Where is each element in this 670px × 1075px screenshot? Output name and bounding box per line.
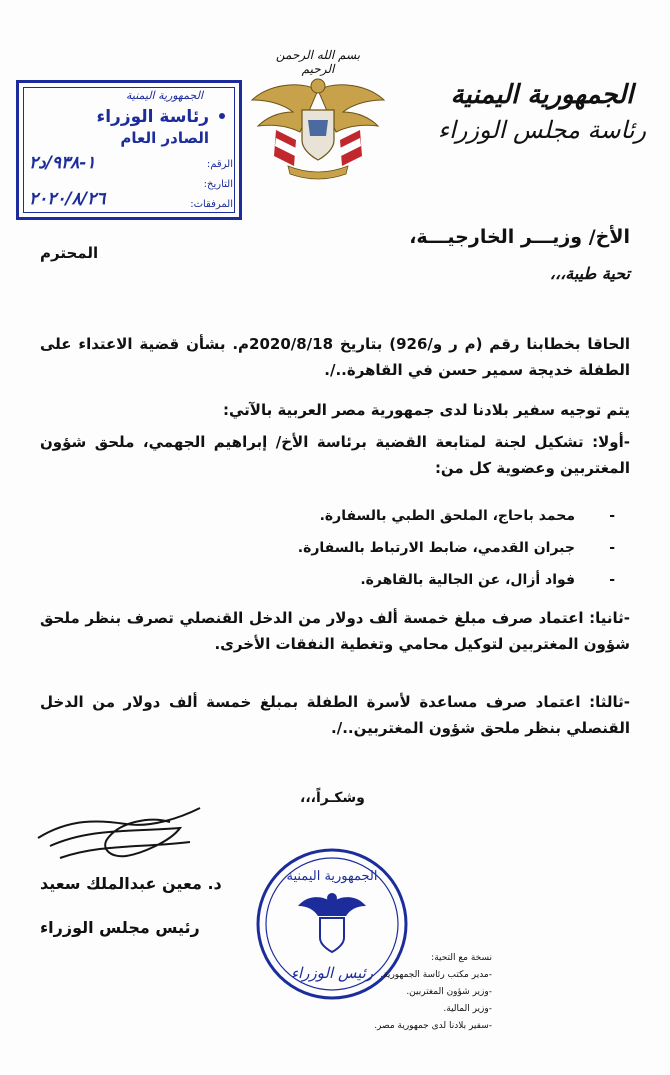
member-text: فواد أزال، عن الجالية بالقاهرة. xyxy=(360,572,575,588)
paragraph-second: -ثانيا: اعتماد صرف مبلغ خمسة ألف دولار من الدخل القنصلي تصرف بنظر ملحق شؤون المغتربين لتوكيل محامي وتغطية النفقات الأخرى. xyxy=(40,609,630,653)
stamp-dot xyxy=(219,113,225,119)
copy-item: -وزير شؤون المغتربين. xyxy=(406,987,492,998)
date-label: التاريخ: xyxy=(203,179,233,190)
member-item: -محمد باحاج، الملحق الطبي بالسفارة. xyxy=(319,508,615,524)
letterhead xyxy=(432,80,652,144)
stamp-republic: الجمهورية اليمنية xyxy=(125,89,203,102)
paragraph-directive: يتم توجيه سفير بلادنا لدى جمهورية مصر العربية بالآتي: xyxy=(223,401,630,419)
svg-text:الجمهورية اليمنية: الجمهورية اليمنية xyxy=(286,869,378,884)
signer-title: رئيس مجلس الوزراء xyxy=(40,918,200,937)
member-text: محمد باحاج، الملحق الطبي بالسفارة. xyxy=(319,508,575,524)
stamp-office: الصادر العام xyxy=(120,129,209,147)
presidency-title: رئاسة مجلس الوزراء xyxy=(437,116,647,144)
eagle-emblem-icon xyxy=(248,70,388,180)
copy-item: -وزير المالية. xyxy=(443,1004,492,1015)
respect-title: المحترم xyxy=(40,244,99,262)
copies-list xyxy=(374,950,492,1035)
member-text: جبران القدمي، ضابط الارتباط بالسفارة. xyxy=(297,540,575,556)
number-value: ١-٩٣٨/د٢ xyxy=(29,153,96,173)
attachments-label: المرفقات: xyxy=(190,199,233,210)
greeting: تحية طيبة،،، xyxy=(549,264,630,283)
copy-item: -سفير بلادنا لدى جمهورية مصر. xyxy=(374,1021,492,1032)
number-label: الرقم: xyxy=(206,159,233,170)
basmala: بسم الله الرحمن الرحيم xyxy=(275,48,361,76)
svg-text:رئيس الوزراء: رئيس الوزراء xyxy=(290,964,374,982)
thanks: وشكـراً،،، xyxy=(300,790,365,806)
member-item: -فواد أزال، عن الجالية بالقاهرة. xyxy=(360,572,615,588)
paragraph-reference: الحاقا بخطابنا رقم (م ر و/926) بتاريخ 2020/8/18م. بشأن قضية الاعتداء على الطفلة خديجة سمير حسن في القاهرة../. xyxy=(40,335,631,379)
copy-item: -مدير مكتب رئاسة الجمهورية. xyxy=(380,970,492,981)
signer-name: د. معين عبدالملك سعيد xyxy=(40,874,222,893)
paragraph-first: -أولا: تشكيل لجنة لمتابعة القضية برئاسة الأخ/ إبراهيم الجهمي، ملحق شؤون المغتربين وعضوية كل من: xyxy=(40,433,630,477)
member-item: -جبران القدمي، ضابط الارتباط بالسفارة. xyxy=(297,540,615,556)
addressee: الأخ/ وزيـــر الخارجيـــة، xyxy=(409,226,630,248)
date-value: ٢٠٢٠/٨/٢٦ xyxy=(29,189,106,209)
signature-image xyxy=(30,798,210,878)
republic-title: الجمهورية اليمنية xyxy=(450,80,634,110)
stamp-presidency: رئاسة الوزراء xyxy=(96,107,209,127)
copies-heading: نسخة مع التحية: xyxy=(431,953,492,963)
paragraph-third: -ثالثا: اعتماد صرف مساعدة لأسرة الطفلة بمبلغ خمسة ألف دولار من الدخل القنصلي بنظر ملحق شؤون المغتربين../. xyxy=(40,693,630,737)
reference-stamp xyxy=(16,80,242,220)
